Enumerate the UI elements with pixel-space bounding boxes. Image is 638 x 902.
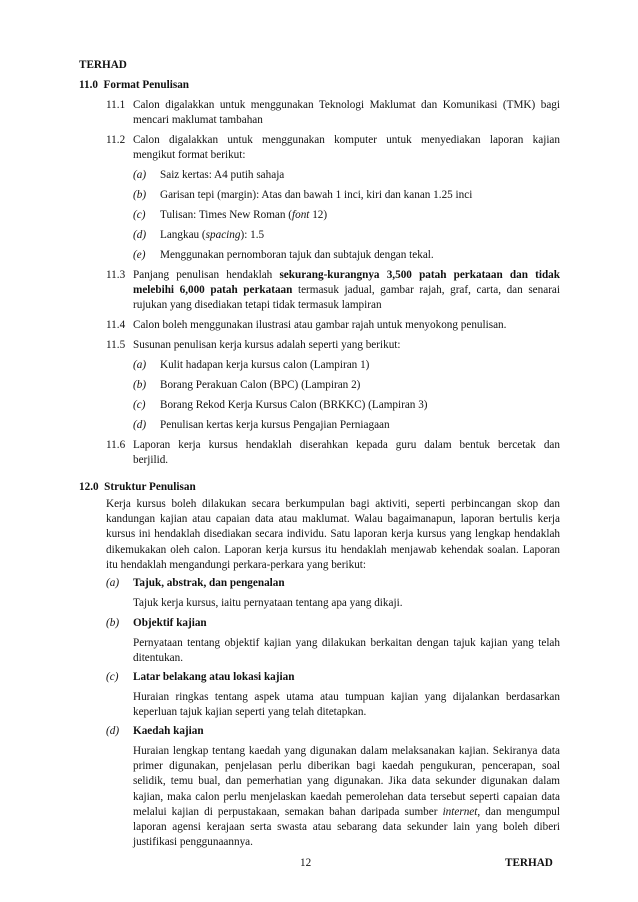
- item-number-11-5: 11.5: [106, 339, 126, 351]
- sub-label: (b): [106, 617, 120, 629]
- sub-label: (e): [133, 249, 146, 261]
- sub-item-a: Saiz kertas: A4 putih sahaja: [160, 169, 285, 181]
- sub-label: (d): [106, 725, 120, 737]
- sub-label: (a): [133, 169, 147, 181]
- sub-item-c: Tulisan: Times New Roman (font 12): [160, 209, 328, 221]
- item-11-1-line1: Calon digalakkan untuk menggunakan Teknologi Maklumat dan Komunikasi (TMK) bagi: [133, 99, 560, 111]
- sub-label: (c): [106, 671, 119, 683]
- item-11-4-line1: Calon boleh menggunakan ilustrasi atau gambar rajah untuk menyokong penulisan.: [133, 319, 507, 331]
- item-number-11-2: 11.2: [106, 134, 126, 146]
- item-heading-c: Latar belakang atau lokasi kajian: [133, 671, 295, 683]
- item-body-b: Pernyataan tentang objektif kajian yang dilakukan berkaitan dengan tajuk kajian yang telah ditentukan.: [133, 637, 560, 665]
- item-body-d: Huraian lengkap tentang kaedah yang digunakan dalam melaksanakan kajian. Sekiranya data primer digunakan, penjelasan perlu diberikan bagi kaedah pengukuran, pencerapan, soal selidik, temu bual, dan pemerhatian yang digunakan. Jika data sekunder digunakan dalam kajian, maka calon perlu menjelaskan kaedah pemerolehan data tersebut seperti capaian data melalui kajian di perpustakaan, semakan bahan daripada sumber internet, dan mengumpul laporan agensi kerajaan serta swasta atau sebarang data sekunder lain yang boleh diberi justifikasi penggunaannya.: [133, 745, 561, 849]
- sub-label: (b): [133, 379, 147, 391]
- section-title-12: 12.0 Struktur Penulisan: [79, 481, 196, 493]
- item-body-c: Huraian ringkas tentang aspek utama atau tumpuan kajian yang dijalankan berdasarkan keperluan tajuk kajian seperti yang telah ditetapkan.: [133, 691, 560, 719]
- item-number-11-1: 11.1: [106, 99, 126, 111]
- footer-classification: TERHAD: [505, 857, 553, 869]
- sub-label: (a): [106, 577, 120, 589]
- item-11-3-line2: melebihi 6,000 patah perkataan termasuk jadual, gambar rajah, graf, carta, dan senarai: [133, 284, 560, 296]
- sub-label: (a): [133, 359, 147, 371]
- section-12-intro: Kerja kursus boleh dilakukan secara berkumpulan bagi aktiviti, seperti perbincangan skop dan kandungan kajian atau capaian data atau maklumat. Walau bagaimanapun, laporan bertulis kerja kursus ini hendaklah disediakan secara individu. Satu laporan kerja kursus yang lengkap hendaklah dikemukakan oleh calon. Laporan kerja kursus itu hendaklah menjawab kehendak soalan. Laporan itu hendaklah mengandungi perkara-perkara yang berikut:: [106, 498, 560, 571]
- item-11-5-line1: Susunan penulisan kerja kursus adalah seperti yang berikut:: [133, 339, 401, 351]
- item-11-2-line2: mengikut format berikut:: [133, 149, 246, 161]
- item-body-a: Tajuk kerja kursus, iaitu pernyataan tentang apa yang dikaji.: [133, 597, 403, 609]
- order-item-d: Penulisan kertas kerja kursus Pengajian Perniagaan: [160, 419, 390, 431]
- item-heading-a: Tajuk, abstrak, dan pengenalan: [133, 577, 285, 589]
- item-11-3-line1: Panjang penulisan hendaklah sekurang-kurangnya 3,500 patah perkataan dan tidak: [133, 269, 560, 281]
- item-number-11-3: 11.3: [106, 269, 126, 281]
- page-number: 12: [300, 857, 312, 869]
- sub-label: (d): [133, 229, 147, 241]
- item-number-11-4: 11.4: [106, 319, 126, 331]
- item-11-6-line1: Laporan kerja kursus hendaklah diserahkan kepada guru dalam bentuk bercetak dan: [133, 439, 560, 451]
- order-item-a: Kulit hadapan kerja kursus calon (Lampiran 1): [160, 359, 370, 371]
- sub-item-d: Langkau (spacing): 1.5: [160, 229, 265, 241]
- sub-label: (c): [133, 399, 146, 411]
- item-11-2-line1: Calon digalakkan untuk menggunakan komputer untuk menyediakan laporan kajian: [133, 134, 560, 146]
- item-heading-b: Objektif kajian: [133, 617, 207, 629]
- sub-label: (c): [133, 209, 146, 221]
- header-classification: TERHAD: [79, 59, 127, 71]
- sub-label: (b): [133, 189, 147, 201]
- item-11-6-line2: berjilid.: [133, 454, 169, 466]
- item-number-11-6: 11.6: [106, 439, 126, 451]
- order-item-c: Borang Rekod Kerja Kursus Calon (BRKKC) (Lampiran 3): [160, 399, 428, 411]
- order-item-b: Borang Perakuan Calon (BPC) (Lampiran 2): [160, 379, 361, 391]
- section-title-11: 11.0 Format Penulisan: [79, 79, 190, 91]
- sub-item-b: Garisan tepi (margin): Atas dan bawah 1 inci, kiri dan kanan 1.25 inci: [160, 189, 473, 201]
- item-11-1-line2: mencari maklumat tambahan: [133, 114, 263, 126]
- item-11-3-line3: rujukan yang disediakan tetapi tidak termasuk lampiran: [133, 299, 382, 311]
- sub-label: (d): [133, 419, 147, 431]
- item-heading-d: Kaedah kajian: [133, 725, 204, 737]
- sub-item-e: Menggunakan pernomboran tajuk dan subtajuk dengan tekal.: [160, 249, 434, 261]
